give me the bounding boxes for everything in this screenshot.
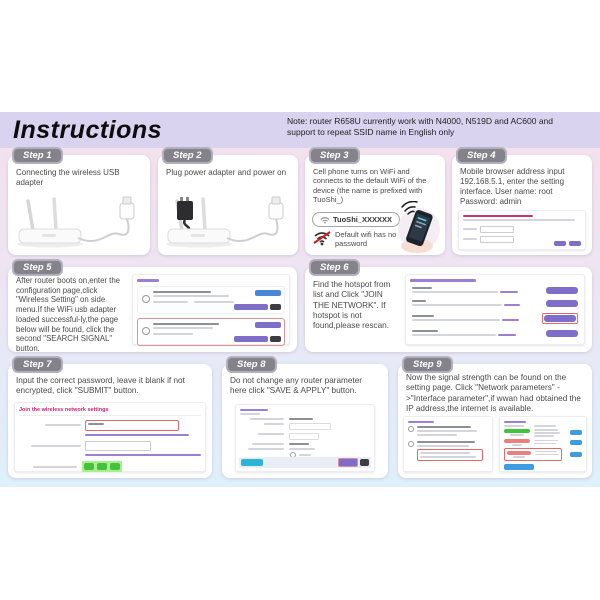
step-5-badge: Step 5 [12, 259, 63, 276]
text-line [153, 333, 193, 335]
save-apply-button-highlighted [338, 458, 358, 467]
step-1-text: Connecting the wireless USB adapter [16, 168, 120, 187]
password-input [480, 236, 514, 243]
text-line [412, 291, 498, 293]
field-label [248, 448, 284, 450]
step-5-text: After router boots on,enter the configuration page,click "Wireless Setting" on side menu.If the WiFi usb adapter loaded successful-ly,the page below will be found, click the second "SEARCH SIGNAL" button. [16, 276, 121, 354]
step-7-card [8, 364, 212, 478]
antenna-select [85, 441, 151, 451]
page-title: Instructions [13, 116, 163, 144]
ssid-name [412, 315, 434, 317]
link-text [498, 334, 516, 336]
reset-button [569, 241, 581, 246]
join-network-button [546, 330, 578, 337]
step-8-screenshot [235, 404, 375, 472]
hotspot-row [410, 327, 580, 340]
ssid-name [412, 330, 438, 332]
text-line [153, 323, 219, 325]
field-label [45, 424, 81, 426]
link-text [504, 304, 520, 306]
text-line [412, 304, 502, 306]
wifi-adapter-row-2-highlighted [137, 318, 285, 346]
step-3-card [305, 155, 445, 255]
field-value [289, 418, 313, 420]
text-line [463, 219, 575, 221]
step-3-text: Cell phone turns on WiFi and connects to the default WiFi of the device (the name is prefixed with TuoShi_) [313, 167, 427, 205]
field-label [264, 423, 284, 425]
wwan-highlight-box [504, 448, 562, 461]
search-signal-button [234, 336, 268, 342]
panel-title [240, 409, 268, 411]
small-button [270, 304, 281, 310]
interface-row [504, 429, 582, 437]
radio-icon [408, 441, 414, 447]
field-label [252, 443, 284, 445]
step-4-badge: Step 4 [456, 147, 507, 164]
radio-icon [408, 426, 414, 432]
text-line [535, 454, 559, 456]
back-button [241, 459, 263, 466]
text-line [417, 441, 475, 443]
step-7-text: Input the correct password, leave it blank if not encrypted, click "SUBMIT" button. [16, 376, 185, 396]
text-line [534, 432, 560, 434]
wifi-ssid-pill [312, 212, 400, 227]
step-7-screenshot [14, 402, 206, 472]
text-line [534, 443, 556, 445]
column-header [534, 425, 556, 427]
column-header [504, 425, 524, 427]
radio-icon [142, 295, 150, 303]
hint-text [85, 454, 201, 456]
step-8-badge: Step 8 [226, 356, 277, 373]
text-line [417, 434, 457, 436]
step-9-screenshot-left [403, 416, 493, 472]
step-3-badge: Step 3 [309, 147, 360, 164]
step-4-text: Mobile browser address input 192.168.5.1, enter the setting interface. User name: root Password: admin [460, 167, 565, 206]
submit-button [110, 463, 120, 470]
panel-title [410, 279, 476, 282]
step-5-card [8, 267, 297, 352]
field-value [289, 448, 315, 450]
small-button [270, 336, 281, 342]
submit-button [84, 463, 94, 470]
field-label [250, 418, 284, 420]
text-line [510, 434, 524, 436]
step-8-card [222, 364, 388, 478]
screenshot-title: Join the wireless network settings [19, 407, 201, 416]
interface-row-highlighted [504, 448, 582, 461]
text-line [153, 291, 211, 293]
step-4-screenshot [458, 210, 586, 250]
text-line [535, 451, 557, 453]
link-text [502, 319, 519, 321]
ip-address-highlight-box [417, 449, 483, 461]
phone-illustration [391, 201, 443, 255]
step-1-card [8, 155, 150, 255]
submit-button [97, 463, 107, 470]
ssid-name [412, 300, 426, 302]
text-line [153, 295, 229, 297]
ssid-name [412, 287, 432, 289]
signal-strength-bar-weak [504, 439, 530, 443]
wifi-ssid-label: TuoShi_XXXXXX [333, 215, 393, 224]
text-line [420, 452, 470, 454]
wifi-adapter-row-1 [137, 286, 285, 314]
detail-button [570, 430, 582, 435]
router-power-illustration [165, 196, 291, 250]
footer-bar [239, 457, 371, 468]
password-input-highlighted [85, 420, 179, 431]
submit-buttons-highlighted [82, 461, 122, 472]
hint-text [85, 434, 189, 436]
field-input [289, 423, 331, 430]
step-9-text: Now the signal strength can be found on the setting page. Click "Network parameters" ->"Interface parameter",if wwan had obtained the IP address,the internet is available. [406, 373, 581, 413]
step-5-screenshot [132, 274, 290, 345]
panel-title [504, 421, 526, 423]
login-buttons [554, 241, 581, 246]
text-line [412, 334, 496, 336]
signal-strength-bar-weak [507, 451, 531, 455]
text-line [534, 429, 558, 431]
step-6-screenshot [405, 274, 585, 345]
text-line [240, 413, 260, 415]
step-6-text: Find the hotspot from list and Click "JOIN THE NETWORK". If hotspot is not found,please rescan. [313, 280, 391, 330]
text-line [417, 430, 477, 432]
detail-button [570, 452, 582, 457]
join-network-button [546, 300, 578, 307]
hotspot-row [410, 284, 580, 297]
wifi-icon [320, 216, 330, 224]
step-6-card [305, 267, 592, 352]
join-network-button [544, 315, 576, 322]
panel-title [137, 279, 159, 282]
text-line [534, 440, 558, 442]
small-button [360, 459, 369, 466]
field-value [289, 443, 309, 445]
step-8-text: Do not change any router parameter here click "SAVE & APPLY" button. [230, 376, 362, 396]
text-line [417, 445, 469, 447]
text-line [463, 215, 533, 217]
step-9-badge: Step 9 [402, 356, 453, 373]
step-2-text: Plug power adapter and power on [166, 168, 287, 177]
text-line [417, 426, 471, 428]
hotspot-row-highlighted [410, 310, 580, 327]
panel-title [408, 421, 434, 423]
text-line [194, 301, 234, 303]
refresh-button [504, 464, 534, 470]
step-4-card [452, 155, 592, 255]
header-note: Note: router R658U currently work with N4000, N519D and AC600 and support to repeat SSID name in English only [287, 116, 554, 138]
step-1-badge: Step 1 [12, 147, 63, 164]
text-line [420, 456, 476, 458]
no-password-wifi-icon [313, 230, 331, 246]
field-label [258, 433, 284, 435]
text-line [534, 435, 554, 437]
field-label [463, 238, 477, 240]
link-text [500, 291, 518, 293]
username-row [463, 226, 581, 233]
field-input [289, 433, 319, 440]
highlight-box [542, 313, 578, 324]
field-label [463, 228, 477, 230]
step-9-card [398, 364, 592, 478]
hotspot-row [410, 297, 580, 310]
step-7-badge: Step 7 [12, 356, 63, 373]
router-illustration [16, 196, 142, 250]
radio-icon [142, 327, 150, 335]
step-6-badge: Step 6 [309, 259, 360, 276]
text-line [512, 444, 522, 446]
step-2-badge: Step 2 [162, 147, 213, 164]
text-line [153, 327, 213, 329]
text-line [513, 456, 525, 458]
text-line [153, 301, 188, 303]
join-network-button [546, 287, 578, 294]
detail-button [570, 440, 582, 445]
field-label [33, 466, 77, 468]
signal-strength-bar-good [504, 429, 530, 433]
interface-row [504, 439, 582, 446]
step-9-screenshot-right [499, 416, 587, 472]
text-line [88, 423, 104, 425]
refresh-button [255, 290, 281, 296]
wifi-note-text: Default wifi has no password [335, 230, 397, 249]
username-input [480, 226, 514, 233]
login-button [554, 241, 566, 246]
option-label [299, 454, 311, 456]
text-line [412, 319, 500, 321]
search-signal-button [234, 304, 268, 310]
search-signal-button [255, 322, 281, 328]
step-2-card [158, 155, 298, 255]
field-label [31, 445, 81, 447]
